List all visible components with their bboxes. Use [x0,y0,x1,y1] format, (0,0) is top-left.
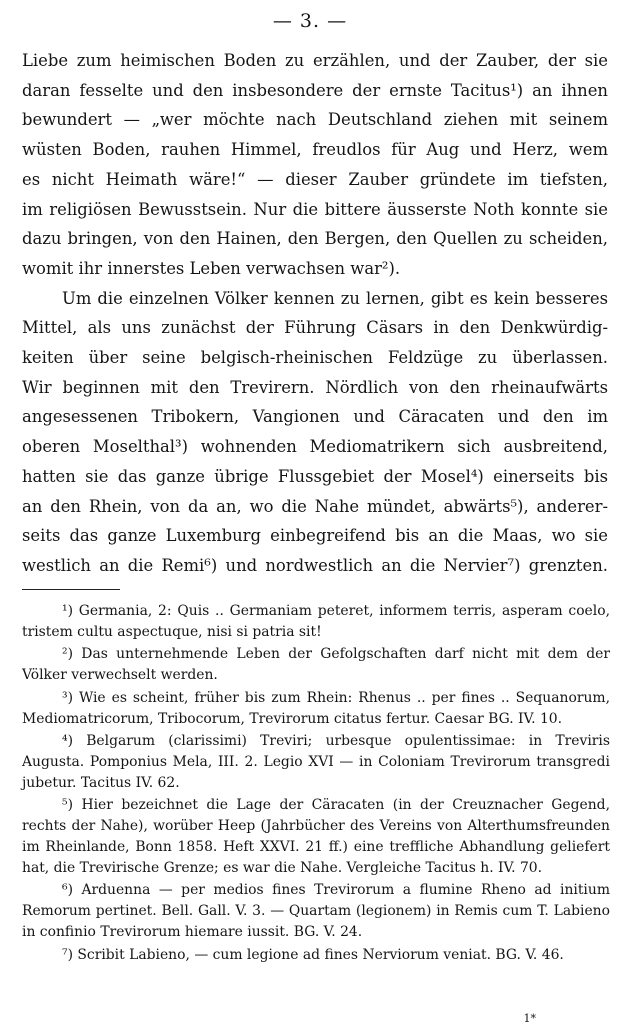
footnote-6: ⁶) Arduenna — per medios fines Trevirorum a flumine Rheno ad initium Remorum pertinet. Bell. Gall. V. 3. — Quartam (legionem) in Remis cum T. Labieno in confinio Trevirorum hiemare iussit. BG. V. 24. [22,882,610,941]
text-line: Liebe zum heimischen Boden zu erzählen, und der Zauber, der sie [22,51,608,70]
text-line: daran fesselte und den insbesondere der ernste Tacitus¹) an ihnen [22,80,608,100]
text-line: wüsten Boden, rauhen Himmel, freudlos für Aug und Herz, wem [22,140,608,160]
text-line: dazu bringen, von den Hainen, den Bergen, den Quellen zu scheiden, [22,229,608,249]
printer-signature-mark: 1* [523,1012,536,1025]
text-line: Mittel, als uns zunächst der Führung Cäsars in den Denkwürdig- [22,318,608,338]
text-line: es nicht Heimath wäre!“ — dieser Zauber gründete im tiefsten, [22,169,608,189]
page-number: — 3. — [272,10,348,32]
text-line: an den Rhein, von da an, wo die Nahe mündet, abwärts⁵), anderer- [22,496,608,516]
footnote-5: ⁵) Hier bezeichnet die Lage der Cäracaten (in der Creuznacher Gegend, rechts der Nahe), worüber Heep (Jahrbücher des Vereins von Alterthumsfreunden im Rheinlande, Bonn 1858. Heft XXVI. 21 ff.) eine treffliche Abhandlung geliefert hat, die Trevirische Grenze; es war die Nahe. Vergleiche Tacitus h. IV. 70. [22,797,610,876]
text-line: Um die einzelnen Völker kennen zu lernen, gibt es kein besseres [62,288,608,308]
main-text [22,46,608,581]
text-line: Wir beginnen mit den Trevirern. Nördlich von den rheinaufwärts [22,377,608,397]
text-line: bewundert — „wer möchte nach Deutschland ziehen mit seinem [22,110,608,130]
text-line: womit ihr innerstes Leben verwachsen war²). [22,258,401,278]
text-line: westlich an die Remi⁶) und nordwestlich an die Nervier⁷) grenzten. [22,555,608,575]
text-line: oberen Moselthal³) wohnenden Mediomatrikern sich ausbreitend, [22,437,608,457]
footnote-4: ⁴) Belgarum (clarissimi) Treviri; urbesque opulentissimae: in Treviris Augusta. Pomponius Mela, III. 2. Legio XVI — in Coloniam Trevirorum transgredi jubetur. Tacitus IV. 62. [22,732,610,791]
footnotes [22,601,610,967]
footnote-1: ¹) Germania, 2: Quis .. Germaniam peteret, informem terris, asperam coelo, tristem cultu aspectuque, nisi si patria sit! [22,603,610,640]
text-line: seits das ganze Luxemburg einbegreifend bis an die Maas, wo sie [22,526,608,546]
footnote-7: ⁷) Scribit Labieno, — cum legione ad fines Nerviorum veniat. BG. V. 46. [62,946,564,963]
text-line: hatten sie das ganze übrige Flussgebiet der Mosel⁴) einerseits bis [22,466,608,486]
text-line: im religiösen Bewusstsein. Nur die bittere äusserste Noth konnte sie [22,199,608,219]
footnote-divider [22,589,120,590]
text-line: keiten über seine belgisch-rheinischen Feldzüge zu überlassen. [22,348,608,368]
text-line: angesessenen Tribokern, Vangionen und Cäracaten und den im [22,407,608,427]
footnote-3: ³) Wie es scheint, früher bis zum Rhein: Rhenus .. per fines .. Sequanorum, Mediomatricorum, Tribocorum, Trevirorum citatus fertur. Caesar BG. IV. 10. [22,689,610,727]
footnote-2: ²) Das unternehmende Leben der Gefolgschaften darf nicht mit dem der Völker verwechselt werden. [22,646,610,684]
